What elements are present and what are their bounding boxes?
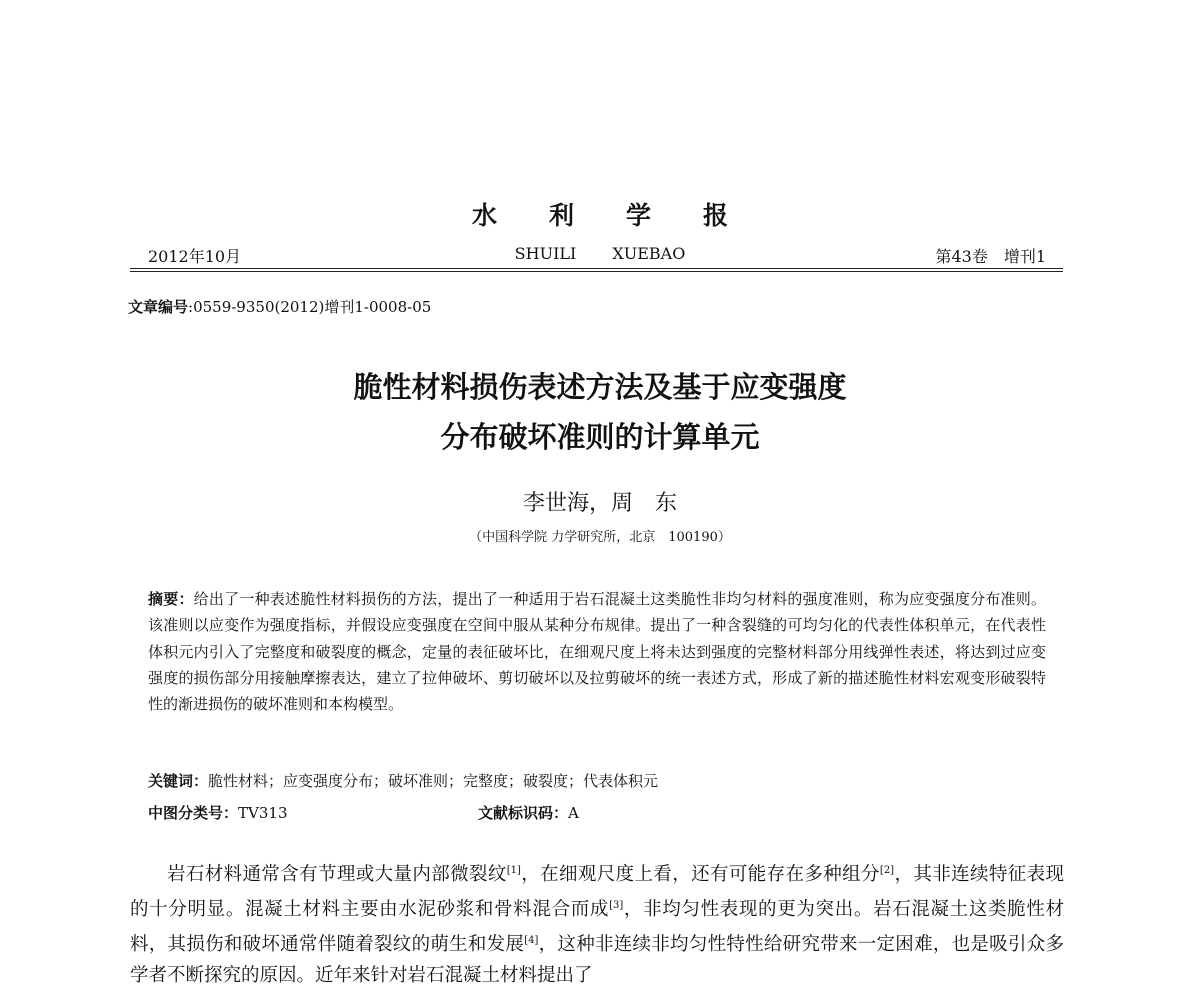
paper-title [0, 362, 1200, 462]
citation-ref: [1] [506, 865, 521, 876]
abstract-label: 摘要： [148, 590, 194, 608]
paper-title-line1: 脆性材料损伤表述方法及基于应变强度 [353, 370, 847, 404]
body-text-3: ，其非连续特征表现的十分明显。混凝土材料主要由水泥砂浆和骨料混合而成 [130, 864, 1064, 921]
body-text-1: 岩石材料通常含有节理或大量内部微裂纹 [167, 864, 507, 886]
citation-ref: [4] [524, 935, 539, 947]
keywords-text: 脆性材料；应变强度分布；破坏准则；完整度；破裂度；代表体积元 [208, 772, 659, 790]
body-text-4: ，非均匀性表现的更为突出。岩石混凝土这类脆性材料，其损伤和破坏通常伴随着裂纹的萌生和发展 [130, 899, 1064, 956]
volume-issue: 第43卷 增刊1 [935, 247, 1046, 266]
affiliation: （中国科学院 力学研究所，北京 100190） [469, 530, 731, 545]
journal-pinyin-1: SHUILI [514, 244, 577, 263]
keywords [148, 770, 658, 791]
citation-ref: [2] [879, 865, 895, 876]
issue-date: 2012年10月 [148, 247, 242, 266]
body-text-5: ，这种非连续非均匀性特性给研究带来一定困难，也是吸引众多学者不断探究的原因。近年来针对岩石混凝土材料提出了 [130, 934, 1064, 987]
article-number-value: :0559-9350(2012)增刊1-0008-05 [188, 298, 432, 316]
document-code-value: A [568, 804, 579, 822]
classification-value: TV313 [238, 804, 288, 822]
keywords-label: 关键词： [148, 772, 209, 790]
paper-title-line2: 分布破坏准则的计算单元 [440, 420, 760, 454]
header-rule-2 [130, 271, 1063, 272]
abstract [148, 586, 1046, 717]
article-number-label: 文章编号 [128, 298, 189, 316]
citation-ref: [3] [609, 900, 624, 912]
abstract-text: 给出了一种表述脆性材料损伤的方法，提出了一种适用于岩石混凝土这类脆性非均匀材料的强度准则，称为应变强度分布准则。该准则以应变作为强度指标，并假设应变强度在空间中服从某种分布规律。提出了一种含裂缝的可均匀化的代表性体积单元，在代表性体积元内引入了完整度和破裂度的概念，定量的表征破坏比，在细观尺度上将未达到强度的完整材料部分用线弹性表述，将达到过应变强度的损伤部分用接触摩擦表达，建立了拉伸破坏、剪切破坏以及拉剪破坏的统一表述方式，形成了新的描述脆性材料宏观变形破裂特性的渐进损伤的破坏准则和本构模型。 [148, 590, 1046, 714]
article-number [128, 296, 431, 317]
document-code [478, 802, 579, 823]
classification-label: 中图分类号： [148, 804, 239, 822]
body-paragraph [130, 855, 1064, 991]
journal-title: 水利学报 [471, 201, 780, 230]
header-rule [130, 268, 1063, 269]
body-text-2: ，在细观尺度上看，还有可能存在多种组分 [520, 864, 880, 886]
document-code-label: 文献标识码： [478, 804, 569, 822]
classification [148, 802, 579, 823]
authors: 李世海，周 东 [522, 491, 677, 516]
journal-pinyin-2: XUEBAO [612, 244, 686, 263]
